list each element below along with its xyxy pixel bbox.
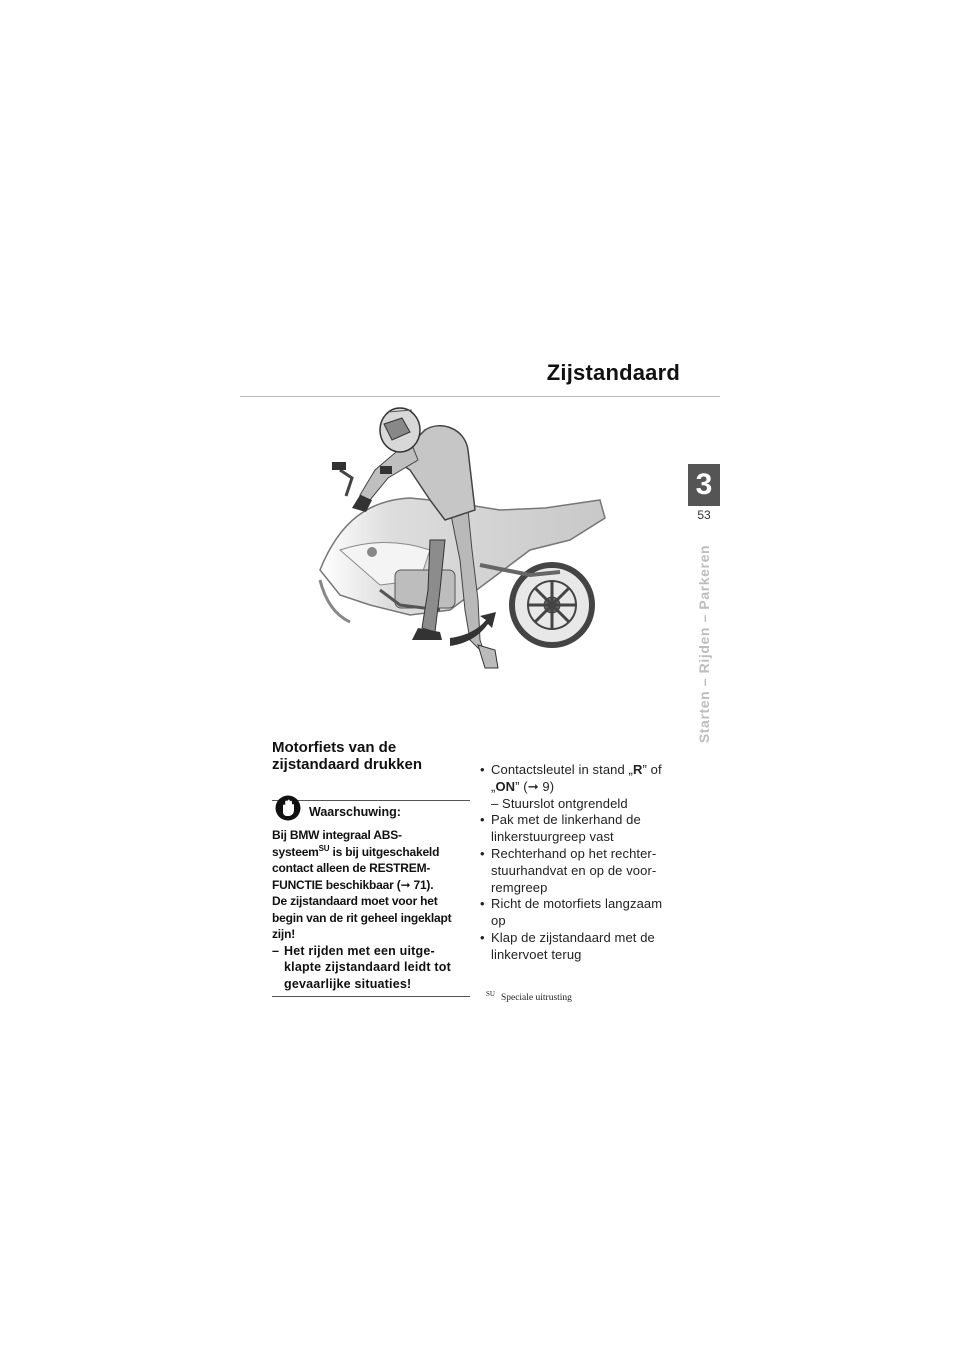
list-item: • Klap de zijstandaard met de linkervoet terug	[480, 929, 655, 962]
instruction-list	[480, 762, 680, 964]
list-item: • Contactsleutel in stand „R” of „ON” (➞ 9)	[480, 762, 662, 794]
section-heading: Motorfiets van de zijstandaard drukken	[272, 739, 423, 773]
page-title: Zijstandaard	[546, 360, 680, 385]
list-sub-item: – Stuurslot ontgrendeld	[491, 795, 628, 811]
title-divider	[240, 396, 720, 397]
warning-label: Waarschuwing:	[309, 805, 401, 819]
page-number: 53	[697, 508, 711, 522]
warning-dash-item: – Het rijden met een uitge- klapte zijstandaard leidt tot gevaarlijke situaties!	[272, 943, 451, 991]
warning-box	[272, 800, 470, 997]
rear-wheel	[512, 565, 592, 645]
motorcycle-illustration	[300, 400, 620, 690]
chapter-number: 3	[688, 464, 720, 506]
list-item: • Rechterhand op het rechter- stuurhandvat en op de voor- remgreep	[480, 845, 657, 895]
list-item: • Richt de motorfiets langzaam op	[480, 896, 663, 929]
warning-text: Bij BMW integraal ABS- systeem$^{SU}$ is bij uitgeschakeld contact alleen de RESTREM- FUNCTIE beschikbaar (➞ 71). De zijstandaard moet voor het begin van de rit geheel ingeklapt zijn!	[272, 828, 452, 941]
list-item: • Pak met de linkerhand de linkerstuurgreep vast	[480, 812, 641, 845]
footnote: $^{SU}$ Speciale uitrusting	[486, 990, 572, 1004]
stop-hand-icon	[275, 795, 301, 821]
chapter-side-label: Starten – Rijden – Parkeren	[696, 544, 712, 744]
helmet	[380, 408, 420, 452]
